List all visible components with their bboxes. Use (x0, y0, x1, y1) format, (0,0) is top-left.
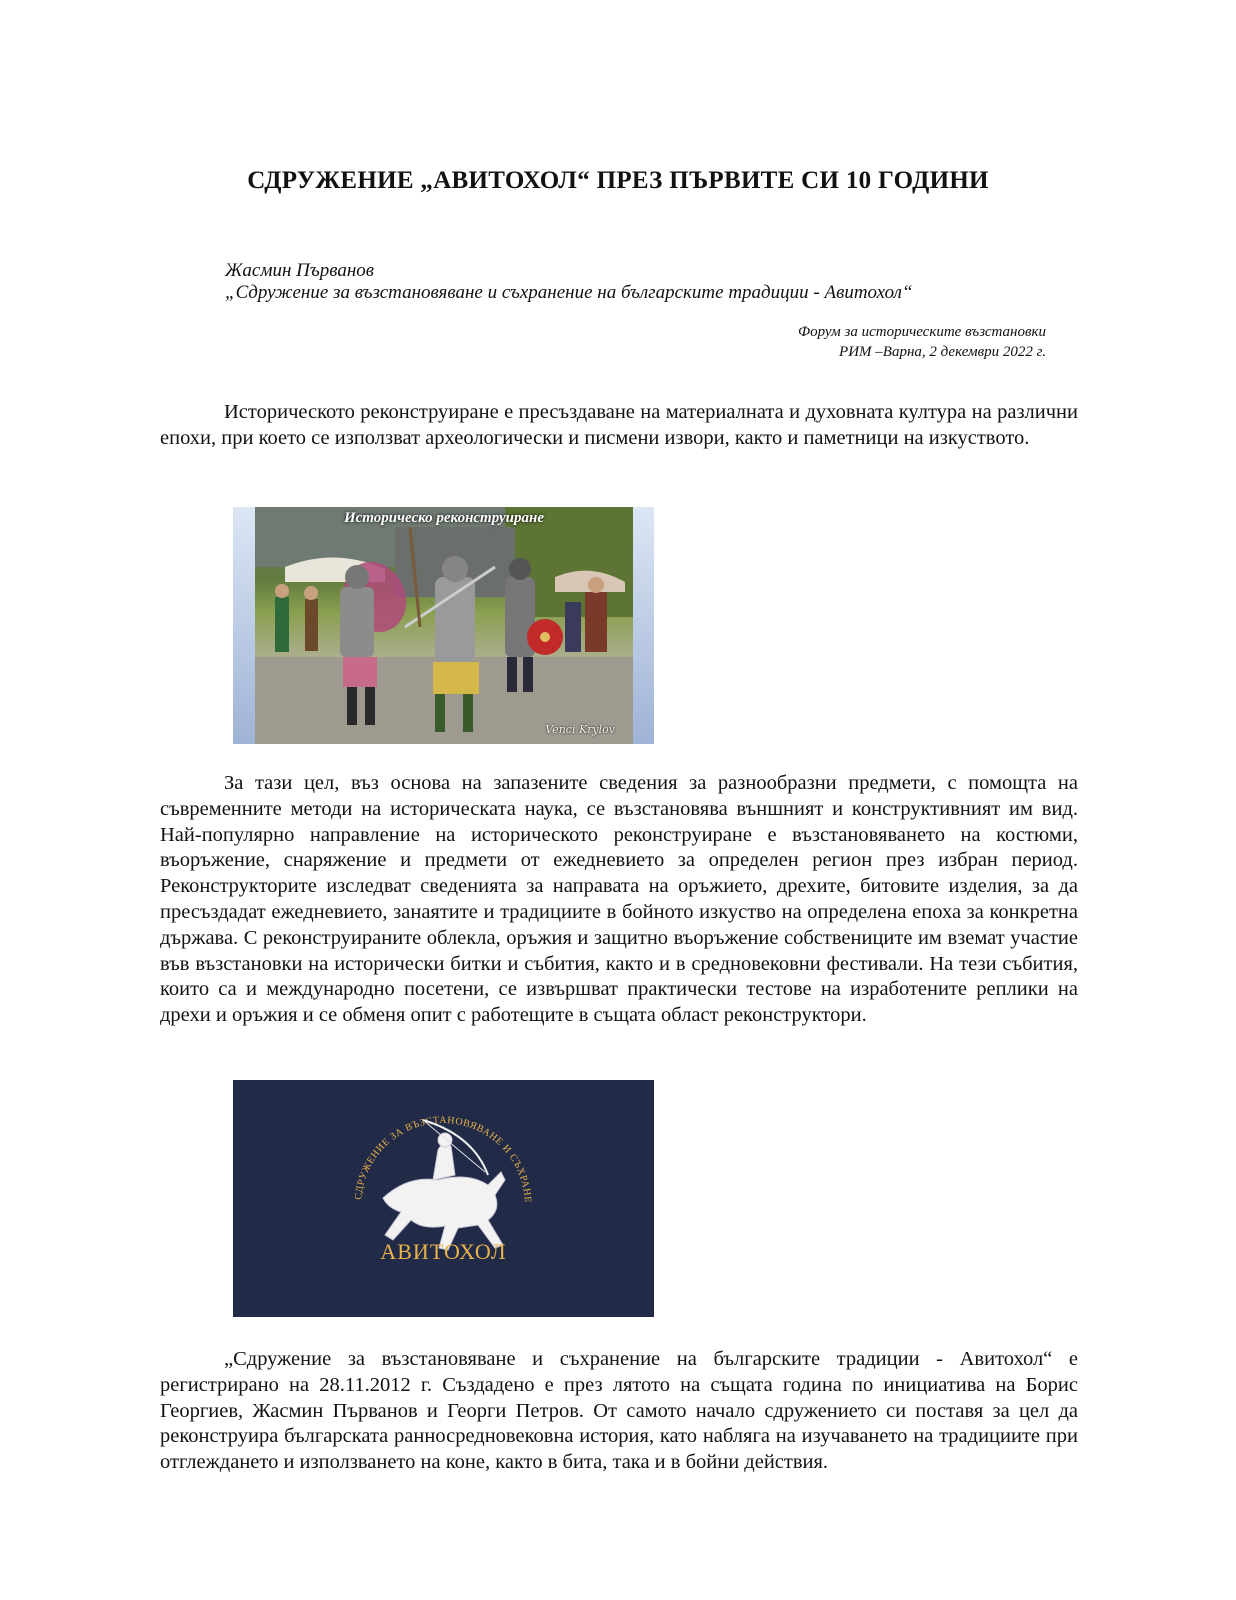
author-name: Жасмин Първанов (225, 260, 375, 281)
venue-block (798, 322, 1046, 362)
avitohol-logo (233, 1080, 654, 1317)
paragraph-3: „Сдружение за възстановяване и съхранение на българските традиции - Авитохол“ е регистрирано на 28.11.2012 г. Създадено е през лятото на същата година по инициатива на Борис Георгиев, Жасмин Първанов и Георги Петров. От самото начало сдружението си поставя за цел да реконструира българската ранносредновековна история, като набляга на изучаването на традициите при отглеждането и използването на коне, както в бита, така и в бойни действия. (160, 1348, 1078, 1474)
venue-line-1: Форум за историческите възстановки (798, 324, 1046, 340)
author-block (225, 260, 913, 304)
photo-credit: Venci Krylov (545, 723, 615, 736)
logo-ring-text: СДРУЖЕНИЕ ЗА ВЪЗСТАНОВЯВАНЕ И СЪХРАНЕ (353, 1114, 534, 1204)
document-title: СДРУЖЕНИЕ „АВИТОХОЛ“ ПРЕЗ ПЪРВИТЕ СИ 10 ГОДИНИ (247, 167, 989, 194)
logo-name: АВИТОХОЛ (380, 1239, 507, 1264)
paragraph-1: Историческото реконструиране е пресъздаване на материалната и духовната култура на различни епохи, при което се използват археологически и писмени извори, както и паметници на изкуството. (160, 401, 1078, 449)
horse-archer-emblem (233, 1080, 654, 1317)
venue-line-2: РИМ –Варна, 2 декември 2022 г. (839, 344, 1046, 360)
photo-scene (255, 507, 633, 744)
paragraph-2: За тази цел, въз основа на запазените сведения за разнообразни предмети, с помощта на съвременните методи на историческата наука, се възстановява външният и конструктивният им вид. Най-популярно направление на историческото реконструиране е възстановяването на костюми, въоръжение, снаряжение и предмети от ежедневието за определен регион през избран период. Реконструкторите изследват сведенията за направата на оръжието, дрехите, битовите изделия, за да пресъздадат ежедневието, занаятите и традициите в бойното изкуство на определена епоха за конкретна държава. С реконструираните облекла, оръжия и защитно въоръжение собствениците им вземат участие във възстановки на исторически битки и събития, както и в средновековни фестивали. На тези събития, които са и международно посетени, се извършват практически тестове на изработените реплики на дрехи и оръжия и се обменя опит с работещите в същата област реконструктори. (160, 772, 1078, 1027)
photo-caption: Историческо реконструиране (343, 510, 545, 526)
author-organization: „Сдружение за възстановяване и съхранение на българските традиции - Авитохол“ (225, 282, 913, 303)
reenactment-photo (233, 507, 654, 744)
battle-scene-illustration (255, 507, 633, 744)
